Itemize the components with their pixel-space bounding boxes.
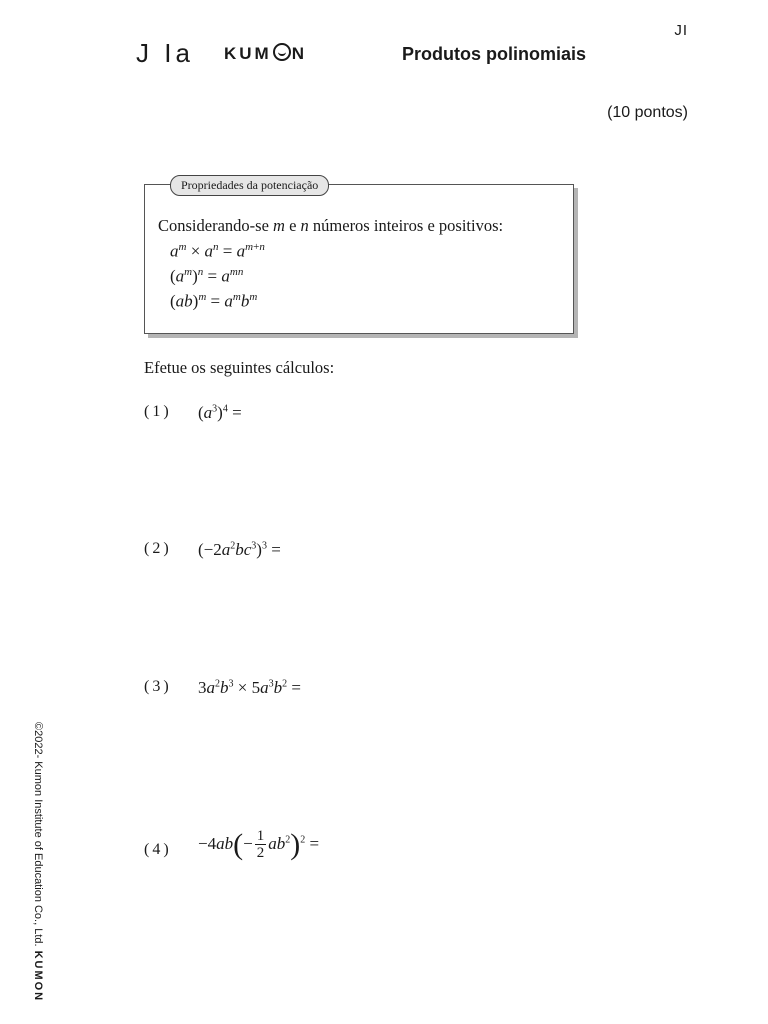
points-label: (10 pontos): [607, 104, 688, 121]
question-number: (3): [144, 678, 172, 695]
corner-code: JI: [674, 22, 688, 39]
question-number: (4): [144, 841, 172, 858]
property-rule-2: $(a^m)^n = a^{mn}$: [170, 266, 244, 286]
instruction-text: Efetue os seguintes cálculos:: [144, 358, 335, 377]
question-number: (1): [144, 403, 172, 420]
properties-box-tab: Propriedades da potenciação: [170, 175, 329, 196]
question-expression: −4ab(− $\frac{1}{2}$ $ab^2)^2$ =: [198, 828, 320, 861]
properties-intro: Considerando-se m e n números inteiros e positivos:: [158, 216, 504, 235]
property-rule-1: $a^m \times a^n = a^{m+n}$: [170, 241, 265, 261]
question-number: (2): [144, 540, 172, 557]
property-rule-3: $(ab)^m = a^mb^m$: [170, 291, 258, 311]
question-expression: $(a^3)^4$ =: [198, 403, 242, 422]
logo-o-icon: [273, 43, 291, 61]
brand-logo: KUM N: [224, 44, 307, 63]
level-label: J Ia: [136, 38, 194, 68]
question-expression: $(-2a^2bc^3)^3$ =: [198, 540, 281, 559]
question-expression: $3a^2b^3 \times 5a^3b^2$ =: [198, 678, 301, 697]
copyright-notice: ©2022- Kumon Institute of Education Co., Ltd.KUMON: [32, 722, 44, 1003]
page-title: Produtos polinomiais: [402, 44, 587, 64]
